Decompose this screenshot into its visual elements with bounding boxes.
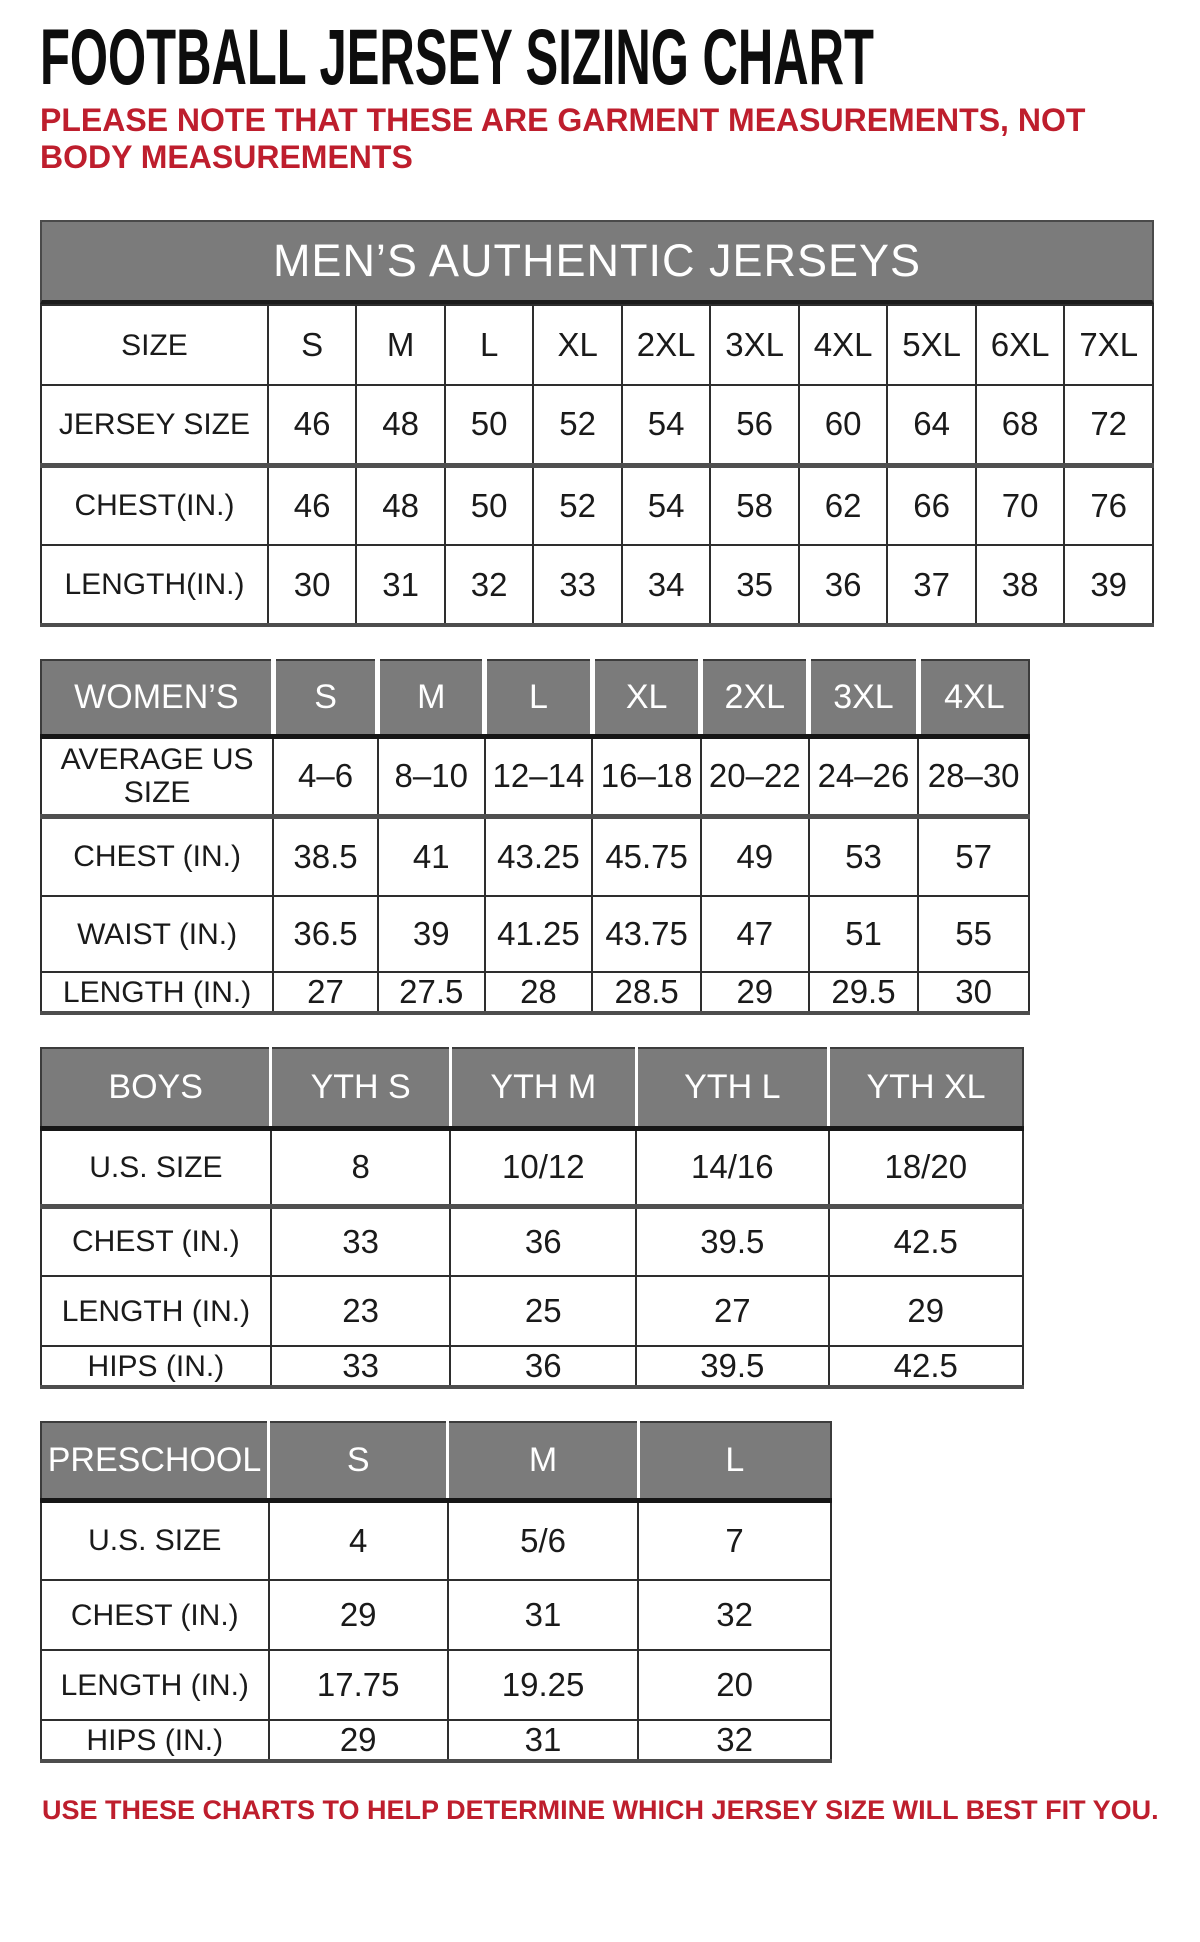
size-cell: 23: [271, 1276, 451, 1346]
garment-measurements-note: PLEASE NOTE THAT THESE ARE GARMENT MEASUREMENTS, NOT BODY MEASUREMENTS: [40, 102, 1086, 176]
size-cell: 39: [378, 896, 485, 972]
size-cell: 37: [887, 545, 976, 625]
size-cell: 20–22: [701, 736, 809, 816]
column-header: 4XL: [918, 660, 1029, 736]
size-cell: XL: [533, 305, 622, 385]
size-cell: 52: [533, 465, 622, 545]
fit-advice-footer: USE THESE CHARTS TO HELP DETERMINE WHICH JERSEY SIZE WILL BEST FIT YOU.: [42, 1795, 1159, 1826]
size-cell: 45.75: [592, 816, 701, 896]
table-row: [41, 1580, 831, 1650]
womens-jerseys-section: [40, 659, 1160, 1015]
table-row: [41, 465, 1153, 545]
size-cell: 28–30: [918, 736, 1029, 816]
size-cell: 8: [271, 1128, 451, 1206]
size-cell: 28.5: [592, 972, 701, 1013]
size-cell: 42.5: [829, 1206, 1023, 1276]
size-cell: 4XL: [799, 305, 888, 385]
row-label: LENGTH (IN.): [41, 1650, 269, 1720]
table-row: [41, 736, 1029, 816]
column-header: M: [378, 660, 485, 736]
column-header: YTH S: [271, 1048, 451, 1128]
size-cell: 8–10: [378, 736, 485, 816]
size-cell: 36: [450, 1346, 636, 1387]
boys-jerseys-section: [40, 1047, 1160, 1389]
size-cell: 16–18: [592, 736, 701, 816]
size-cell: 42.5: [829, 1346, 1023, 1387]
size-cell: 62: [799, 465, 888, 545]
row-label: AVERAGE US SIZE: [41, 736, 273, 816]
size-cell: 27.5: [378, 972, 485, 1013]
size-cell: 18/20: [829, 1128, 1023, 1206]
size-cell: 39.5: [636, 1206, 828, 1276]
size-cell: 41: [378, 816, 485, 896]
row-label: U.S. SIZE: [41, 1500, 269, 1580]
size-cell: 7XL: [1064, 305, 1153, 385]
size-cell: 64: [887, 385, 976, 465]
size-cell: 33: [271, 1206, 451, 1276]
size-cell: 4–6: [273, 736, 378, 816]
size-cell: 25: [450, 1276, 636, 1346]
size-cell: 27: [636, 1276, 828, 1346]
table-header-row: [41, 660, 1029, 736]
size-cell: 43.75: [592, 896, 701, 972]
column-header: S: [269, 1422, 448, 1500]
size-cell: 39.5: [636, 1346, 828, 1387]
column-header: 3XL: [809, 660, 919, 736]
size-cell: 60: [799, 385, 888, 465]
row-label: HIPS (IN.): [41, 1720, 269, 1761]
size-cell: 29: [269, 1580, 448, 1650]
size-cell: 68: [976, 385, 1065, 465]
size-cell: 36: [799, 545, 888, 625]
column-header: L: [485, 660, 593, 736]
mens-size-table: [40, 304, 1154, 627]
table-row: [41, 1650, 831, 1720]
size-cell: 3XL: [710, 305, 799, 385]
table-row: [41, 545, 1153, 625]
table-header-label: PRESCHOOL: [41, 1422, 269, 1500]
size-cell: 5/6: [448, 1500, 638, 1580]
boys-size-table: [40, 1047, 1024, 1389]
size-cell: 30: [268, 545, 357, 625]
size-cell: 32: [638, 1720, 831, 1761]
row-label: HIPS (IN.): [41, 1346, 271, 1387]
column-header: YTH L: [636, 1048, 828, 1128]
size-cell: 36.5: [273, 896, 378, 972]
table-row: [41, 1276, 1023, 1346]
size-cell: 51: [809, 896, 919, 972]
size-cell: 50: [445, 465, 534, 545]
size-cell: 46: [268, 385, 357, 465]
size-cell: 33: [271, 1346, 451, 1387]
womens-size-table: [40, 659, 1030, 1015]
size-cell: 19.25: [448, 1650, 638, 1720]
size-cell: 58: [710, 465, 799, 545]
table-row: [41, 1206, 1023, 1276]
table-row: [41, 816, 1029, 896]
size-cell: 72: [1064, 385, 1153, 465]
size-cell: 12–14: [485, 736, 593, 816]
column-header: XL: [592, 660, 701, 736]
size-cell: 6XL: [976, 305, 1065, 385]
row-label: LENGTH(IN.): [41, 545, 268, 625]
table-row: [41, 896, 1029, 972]
size-cell: 35: [710, 545, 799, 625]
size-cell: 52: [533, 385, 622, 465]
size-cell: 31: [448, 1580, 638, 1650]
column-header: M: [448, 1422, 638, 1500]
size-cell: 57: [918, 816, 1029, 896]
size-cell: M: [356, 305, 445, 385]
column-header: YTH M: [450, 1048, 636, 1128]
size-cell: 48: [356, 385, 445, 465]
size-cell: 53: [809, 816, 919, 896]
size-cell: 14/16: [636, 1128, 828, 1206]
size-cell: S: [268, 305, 357, 385]
size-cell: 48: [356, 465, 445, 545]
size-cell: 49: [701, 816, 809, 896]
mens-table-banner: MEN’S AUTHENTIC JERSEYS: [40, 220, 1154, 304]
size-cell: 24–26: [809, 736, 919, 816]
size-cell: 7: [638, 1500, 831, 1580]
row-label: CHEST (IN.): [41, 1206, 271, 1276]
column-header: 2XL: [701, 660, 809, 736]
size-cell: 20: [638, 1650, 831, 1720]
size-cell: 31: [448, 1720, 638, 1761]
table-row: [41, 972, 1029, 1013]
size-cell: 36: [450, 1206, 636, 1276]
table-row: [41, 1346, 1023, 1387]
preschool-size-table: [40, 1421, 832, 1763]
size-cell: 32: [638, 1580, 831, 1650]
size-cell: 54: [622, 465, 711, 545]
size-cell: 70: [976, 465, 1065, 545]
size-cell: 28: [485, 972, 593, 1013]
row-label: CHEST (IN.): [41, 1580, 269, 1650]
mens-authentic-jerseys-section: [40, 220, 1160, 627]
row-label: U.S. SIZE: [41, 1128, 271, 1206]
row-label: JERSEY SIZE: [41, 385, 268, 465]
size-cell: 32: [445, 545, 534, 625]
size-cell: 31: [356, 545, 445, 625]
size-cell: 55: [918, 896, 1029, 972]
page-title: FOOTBALL JERSEY SIZING CHART: [40, 13, 874, 101]
row-label: SIZE: [41, 305, 268, 385]
size-cell: L: [445, 305, 534, 385]
row-label: CHEST (IN.): [41, 816, 273, 896]
size-cell: 66: [887, 465, 976, 545]
table-header-row: [41, 1048, 1023, 1128]
size-cell: 29: [269, 1720, 448, 1761]
size-cell: 29.5: [809, 972, 919, 1013]
table-header-label: BOYS: [41, 1048, 271, 1128]
column-header: S: [273, 660, 378, 736]
size-cell: 56: [710, 385, 799, 465]
table-row: [41, 1500, 831, 1580]
size-cell: 29: [829, 1276, 1023, 1346]
size-cell: 27: [273, 972, 378, 1013]
size-cell: 41.25: [485, 896, 593, 972]
column-header: YTH XL: [829, 1048, 1023, 1128]
size-cell: 4: [269, 1500, 448, 1580]
size-cell: 43.25: [485, 816, 593, 896]
table-header-label: WOMEN’S: [41, 660, 273, 736]
size-cell: 17.75: [269, 1650, 448, 1720]
preschool-jerseys-section: [40, 1421, 1160, 1763]
size-cell: 10/12: [450, 1128, 636, 1206]
table-row: [41, 1128, 1023, 1206]
table-row: [41, 305, 1153, 385]
size-cell: 29: [701, 972, 809, 1013]
row-label: CHEST(IN.): [41, 465, 268, 545]
table-header-row: [41, 1422, 831, 1500]
size-cell: 33: [533, 545, 622, 625]
size-cell: 54: [622, 385, 711, 465]
size-cell: 39: [1064, 545, 1153, 625]
table-row: [41, 1720, 831, 1761]
size-cell: 47: [701, 896, 809, 972]
size-cell: 38: [976, 545, 1065, 625]
size-cell: 34: [622, 545, 711, 625]
row-label: LENGTH (IN.): [41, 972, 273, 1013]
size-cell: 46: [268, 465, 357, 545]
size-cell: 76: [1064, 465, 1153, 545]
row-label: LENGTH (IN.): [41, 1276, 271, 1346]
size-cell: 5XL: [887, 305, 976, 385]
row-label: WAIST (IN.): [41, 896, 273, 972]
column-header: L: [638, 1422, 831, 1500]
size-cell: 38.5: [273, 816, 378, 896]
size-cell: 30: [918, 972, 1029, 1013]
size-cell: 50: [445, 385, 534, 465]
table-row: [41, 385, 1153, 465]
size-cell: 2XL: [622, 305, 711, 385]
